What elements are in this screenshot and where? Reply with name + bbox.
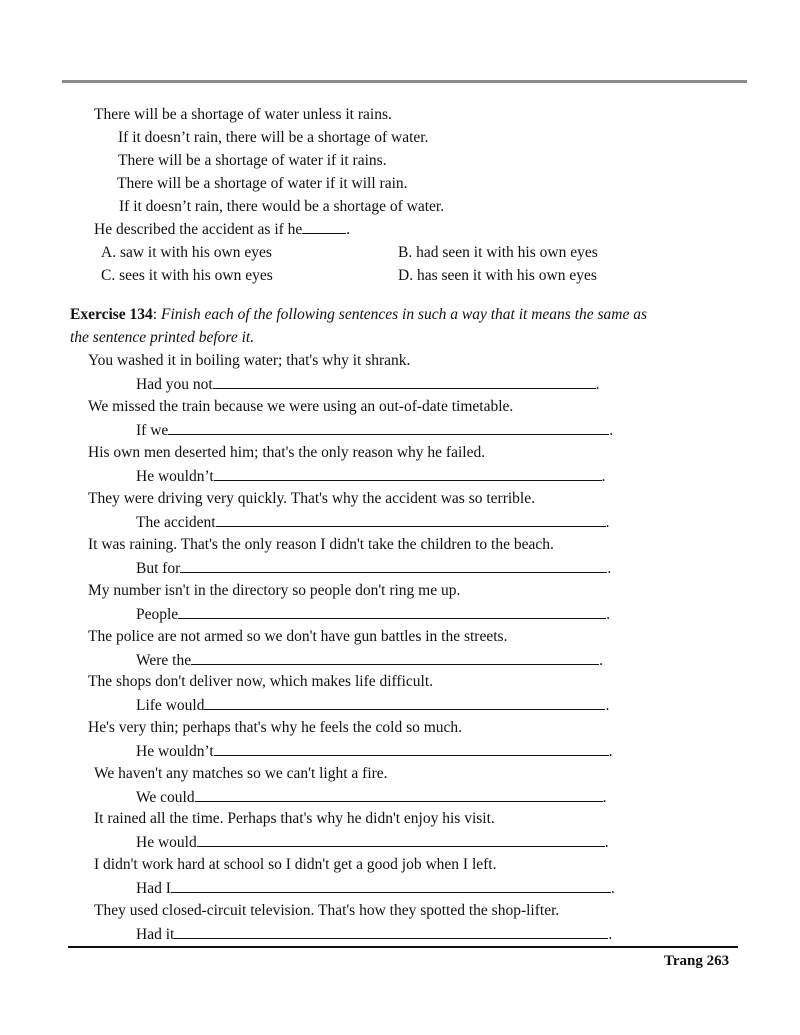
stem-text: He described the accident as if he bbox=[94, 221, 303, 238]
exercise-sentence: The police are not armed so we don't have gun battles in the streets. bbox=[88, 628, 508, 645]
exercise-sentence: They were driving very quickly. That's why the accident was so terrible. bbox=[88, 490, 535, 507]
answer-blank[interactable] bbox=[191, 650, 599, 665]
rewrite-prompt: He wouldn’t bbox=[136, 468, 214, 485]
answer-blank[interactable] bbox=[168, 420, 609, 435]
rewrite-prompt: Had you not bbox=[136, 376, 213, 393]
rewrite-prompt: If we bbox=[136, 422, 169, 439]
answer-blank[interactable] bbox=[171, 878, 611, 893]
rewrite-prompt: Were the bbox=[136, 652, 192, 669]
question-stem: There will be a shortage of water unless it rains. bbox=[94, 106, 392, 123]
answer-option: If it doesn’t rain, there would be a shortage of water. bbox=[119, 198, 445, 215]
rewrite-line bbox=[136, 374, 600, 395]
rewrite-prompt: But for bbox=[136, 560, 181, 577]
answer-blank[interactable] bbox=[213, 374, 596, 389]
page-number: Trang 263 bbox=[664, 953, 730, 969]
footer-rule bbox=[68, 946, 738, 948]
question-stem bbox=[94, 219, 350, 240]
exercise-sentence: We haven't any matches so we can't light a fire. bbox=[94, 765, 388, 782]
answer-blank[interactable] bbox=[216, 512, 606, 527]
rewrite-line bbox=[136, 741, 613, 762]
exercise-colon: : bbox=[152, 306, 161, 323]
answer-blank[interactable] bbox=[302, 219, 346, 234]
rewrite-prompt: Had I bbox=[136, 880, 171, 897]
exercise-heading bbox=[70, 305, 647, 325]
rewrite-prompt: Had it bbox=[136, 926, 175, 943]
end-mark: . bbox=[599, 652, 603, 669]
end-mark: . bbox=[604, 834, 609, 851]
exercise-sentence: He's very thin; perhaps that's why he feels the cold so much. bbox=[88, 719, 463, 736]
header-rule bbox=[62, 80, 747, 83]
rewrite-line bbox=[136, 512, 609, 533]
rewrite-line bbox=[136, 832, 609, 853]
exercise-sentence: It rained all the time. Perhaps that's why he didn't enjoy his visit. bbox=[94, 810, 495, 827]
exercise-sentence: You washed it in boiling water; that's why it shrank. bbox=[88, 352, 411, 369]
exercise-instruction-cont: the sentence printed before it. bbox=[70, 329, 255, 346]
answer-option-b: B. had seen it with his own eyes bbox=[398, 244, 598, 261]
answer-blank[interactable] bbox=[204, 695, 605, 710]
answer-blank[interactable] bbox=[178, 604, 606, 619]
end-mark: . bbox=[595, 376, 600, 393]
rewrite-line bbox=[136, 924, 612, 945]
end-mark: . bbox=[607, 560, 612, 577]
rewrite-line bbox=[136, 558, 611, 579]
answer-blank[interactable] bbox=[214, 741, 609, 756]
end-mark: . bbox=[606, 606, 611, 623]
answer-option-a: A. saw it with his own eyes bbox=[101, 244, 272, 261]
rewrite-prompt: He wouldn’t bbox=[136, 743, 214, 760]
exercise-sentence: They used closed-circuit television. That's how they spotted the shop-lifter. bbox=[94, 902, 560, 919]
exercise-sentence: I didn't work hard at school so I didn't get a good job when I left. bbox=[94, 856, 497, 873]
rewrite-line bbox=[136, 695, 609, 716]
end-mark: . bbox=[605, 697, 610, 714]
rewrite-line bbox=[136, 420, 613, 441]
answer-option-c: C. sees it with his own eyes bbox=[101, 267, 273, 284]
rewrite-prompt: The accident bbox=[136, 514, 216, 531]
exercise-sentence: We missed the train because we were using an out-of-date timetable. bbox=[88, 398, 514, 415]
answer-option: There will be a shortage of water if it rains. bbox=[118, 152, 387, 169]
answer-option-d: D. has seen it with his own eyes bbox=[398, 267, 597, 284]
rewrite-line bbox=[136, 650, 603, 671]
exercise-instruction: Finish each of the following sentences in such a way that it means the same as bbox=[160, 306, 648, 323]
end-mark: . bbox=[605, 514, 610, 531]
exercise-sentence: His own men deserted him; that's the only reason why he failed. bbox=[88, 444, 486, 461]
rewrite-line bbox=[136, 604, 610, 625]
exercise-sentence: The shops don't deliver now, which makes life difficult. bbox=[88, 673, 434, 690]
rewrite-line bbox=[136, 878, 615, 899]
exercise-sentence: It was raining. That's the only reason I didn't take the children to the beach. bbox=[88, 536, 554, 553]
end-mark: . bbox=[609, 422, 614, 439]
rewrite-prompt: He would bbox=[136, 834, 197, 851]
rewrite-prompt: People bbox=[136, 606, 179, 623]
end-mark: . bbox=[608, 743, 613, 760]
exercise-label: Exercise 134 bbox=[70, 306, 153, 323]
rewrite-prompt: We could bbox=[136, 789, 195, 806]
rewrite-line bbox=[136, 787, 606, 808]
answer-blank[interactable] bbox=[197, 832, 605, 847]
end-mark: . bbox=[610, 880, 615, 897]
answer-blank[interactable] bbox=[214, 466, 602, 481]
answer-blank[interactable] bbox=[195, 787, 603, 802]
answer-blank[interactable] bbox=[174, 924, 608, 939]
end-mark: . bbox=[601, 468, 606, 485]
end-mark: . bbox=[602, 789, 607, 806]
answer-blank[interactable] bbox=[180, 558, 607, 573]
rewrite-prompt: Life would bbox=[136, 697, 205, 714]
answer-option: There will be a shortage of water if it will rain. bbox=[117, 175, 408, 192]
exercise-sentence: My number isn't in the directory so people don't ring me up. bbox=[88, 582, 461, 599]
rewrite-line bbox=[136, 466, 606, 487]
end-mark: . bbox=[608, 926, 613, 943]
answer-option: If it doesn’t rain, there will be a shortage of water. bbox=[118, 129, 429, 146]
stem-end: . bbox=[346, 221, 351, 238]
